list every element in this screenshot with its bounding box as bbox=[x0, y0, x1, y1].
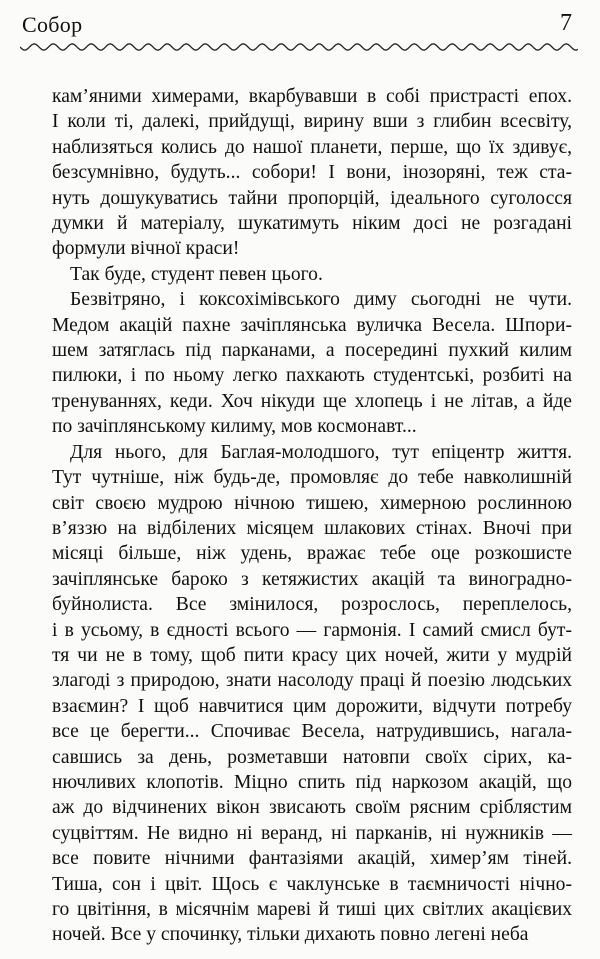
text-line: савшись за день, розметавши натовпи своїх сірих, ка- bbox=[52, 746, 572, 768]
text-line: світ своєю мудрою нічною тишею, химерною рослинною bbox=[52, 492, 572, 514]
text-line: го цвітіння, в місячнім мареві й тиші цих світлих акацієвих bbox=[52, 899, 572, 920]
text-line: все повите нічними фантазіями акацій, химер’ям тіней. bbox=[52, 848, 572, 870]
wavy-header-rule bbox=[20, 40, 578, 54]
text-line: зачіплянське бароко з кетяжистих акацій та виноградно- bbox=[52, 568, 572, 590]
text-line: все це берегти... Спочиває Весела, натрудившись, нагала- bbox=[52, 721, 572, 743]
text-line: пилюки, і по ньому легко пахкають студентські, розбиті на bbox=[52, 365, 572, 387]
text-line: безсумнівно, будуть... собори! І вони, інозоряні, теж ста- bbox=[52, 162, 572, 184]
text-line: суцвіттям. Не видно ні веранд, ні парканів, ні нужників — bbox=[52, 822, 572, 844]
text-line: Медом акацій пахне зачіплянська вуличка Весела. Шпори- bbox=[52, 314, 572, 336]
paragraph bbox=[52, 287, 572, 439]
text-line: злагоді з природою, знати насолоду праці й поезію людських bbox=[52, 670, 572, 692]
text-line: Безвітряно, і коксохімівського диму сьогодні не чути. bbox=[70, 289, 572, 311]
text-line: тя чи не в тому, щоб пити красу цих ночей, жити у мудрій bbox=[52, 644, 572, 666]
paragraph bbox=[52, 440, 572, 948]
body-text bbox=[52, 84, 572, 948]
text-line: в’яззю на відбілених місяцем шлакових стінах. Вночі при bbox=[52, 517, 572, 539]
running-head bbox=[20, 8, 578, 48]
text-line: місяці більше, ніж удень, вражає тебе оце розкошисте bbox=[52, 543, 572, 565]
text-line: взаємин? І щоб навчитися цим дорожити, відчути потребу bbox=[52, 695, 572, 717]
text-line: шем затяглась під парканами, а посередині пухкий килим bbox=[52, 340, 572, 362]
text-line: нуть дошукуватись тайни пропорцій, ідеального суголосся bbox=[52, 187, 572, 209]
text-line: аж до відчинених вікон звисають своїм рясним сріблястим bbox=[52, 797, 572, 819]
text-line: Так буде, студент певен цього. bbox=[70, 263, 323, 285]
paragraph bbox=[52, 262, 572, 287]
text-line: і в усьому, в єдності всього — гармонія. І самий смисл бут- bbox=[52, 619, 572, 641]
text-line: формули вічної краси! bbox=[52, 238, 240, 260]
text-line: кам’яними химерами, вкарбувавши в собі пристрасті епох. bbox=[52, 86, 572, 107]
page-number: 7 bbox=[560, 10, 572, 36]
text-line: по зачіплянському килиму, мов космонавт... bbox=[52, 416, 417, 438]
text-line: буйнолиста. Все змінилося, розрослось, переплелось, bbox=[52, 594, 572, 616]
text-line: І коли ті, далекі, прийдущі, вирину вши з глибин всесвіту, bbox=[52, 111, 572, 133]
text-line: нючливих клопотів. Міцно спить під наркозом акацій, що bbox=[52, 771, 572, 793]
paragraph bbox=[52, 84, 572, 262]
text-line: Тиша, сон і цвіт. Щось є чаклунське в таємничості нічно- bbox=[52, 873, 572, 895]
text-line: Тут чутніше, ніж будь-де, промовляє до тебе навколишній bbox=[52, 467, 572, 489]
text-line: Для нього, для Баглая-молодшого, тут епіцентр життя. bbox=[70, 441, 572, 463]
text-line: тренуваннях, кеди. Хоч нікуди ще хлопець і не літав, а йде bbox=[52, 390, 572, 412]
text-line: наблизяться колись до нашої планети, перше, що їх здивує, bbox=[52, 136, 572, 158]
running-head-title: Собор bbox=[22, 12, 83, 37]
text-line: думки й матеріалу, шукатимуть ніким досі не розгадані bbox=[52, 213, 572, 235]
text-line: ночей. Все у спочинку, тільки дихають повно легені неба bbox=[52, 924, 529, 946]
